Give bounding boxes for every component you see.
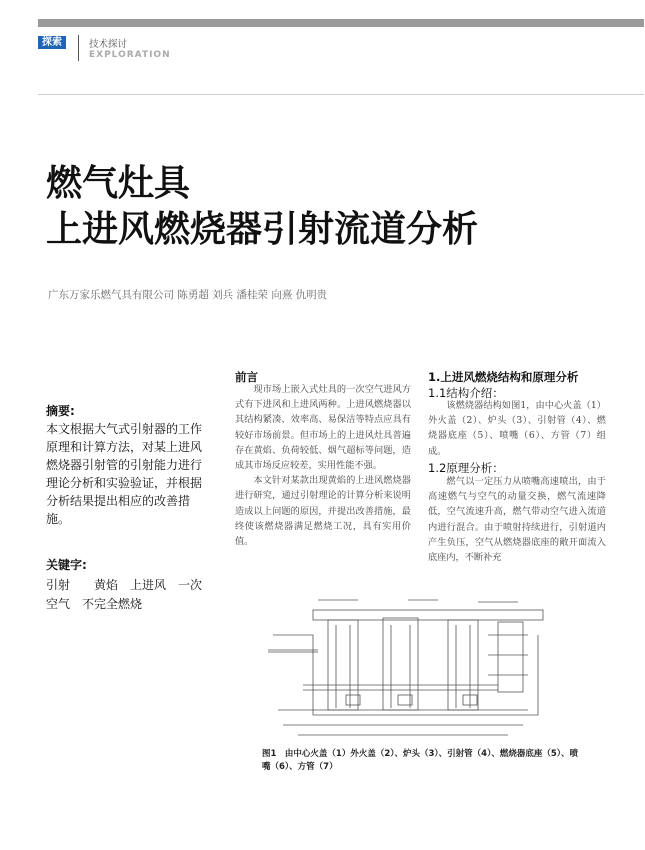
foreword-paragraph: 本文针对某款出现黄焰的上进风燃烧器进行研究，通过引射理论的计算分析来说明造成以上问题的原因，并提出改善措施，最终使该燃烧器满足燃烧工况，具有实用价值。: [235, 475, 411, 548]
keywords-text: 引射 黄焰 上进风 一次空气 不完全燃烧: [46, 578, 203, 611]
article-title: [46, 160, 478, 252]
keywords-label: 关键字:: [46, 558, 87, 572]
section1-1-paragraph: 该燃烧器结构如图1，由中心火盖（1）外火盖（2）、炉头（3）、引射管（4）、燃烧器底座（5）、喷嘴（6）、方管（7）组成。: [428, 400, 606, 457]
section1-1-body: [428, 398, 606, 459]
foreword-paragraph: 现市场上嵌入式灶具的一次空气进风方式有下进风和上进风两种。上进风燃烧器以其结构紧凑、效率高、易保洁等特点应具有较好市场前景。但市场上的上进风灶具普遍存在黄焰、负荷较低、烟气超标等问题，造成其市场反应较差，实用性能不强。: [235, 384, 411, 472]
foreword-body: [235, 382, 411, 549]
abstract-label: 摘要:: [46, 404, 75, 418]
section1-2-body: [428, 474, 606, 565]
header-rule: [38, 94, 644, 95]
authors: 广东万家乐燃气具有限公司 陈勇超 刘兵 潘桂荣 向熹 仇明贵: [48, 289, 328, 301]
title-line-1: 燃气灶具: [46, 162, 191, 204]
section1-2-title: 1.2原理分析：: [428, 461, 504, 475]
section1-2-paragraph: 燃气以一定压力从喷嘴高速喷出，由于高速燃气与空气的动量交换，燃气流速降低，空气流速升高，燃气带动空气进入流道内进行混合。由于喷射持续进行，引射道内产生负压，空气从燃烧器底座的敞开面流入底座内，不断补充: [428, 476, 606, 564]
section1-1-title: 1.1结构介绍：: [428, 386, 504, 400]
figure-caption: 图1 由中心火盖（1）外火盖（2）、炉头（3）、引射管（4）、燃烧器底座（5）、喷嘴（6）、方管（7）: [262, 749, 578, 772]
header-divider: [78, 35, 79, 61]
section-name-cn: 技术探讨: [89, 39, 128, 50]
section-name-en: EXPLORATION: [89, 50, 171, 60]
section1-title: 1.上进风燃烧结构和原理分析: [428, 370, 579, 384]
header-bar: [38, 19, 644, 27]
title-line-2: 上进风燃烧器引射流道分析: [46, 208, 479, 250]
section-badge: 探索: [38, 36, 66, 49]
abstract-text: 本文根据大气式引射器的工作原理和计算方法，对某上进风燃烧器引射管的引射能力进行理论分析和实验验证，并根据分析结果提出相应的改善措施。: [46, 422, 203, 526]
foreword-title: 前言: [235, 370, 258, 384]
burner-structure-figure: [258, 590, 548, 750]
